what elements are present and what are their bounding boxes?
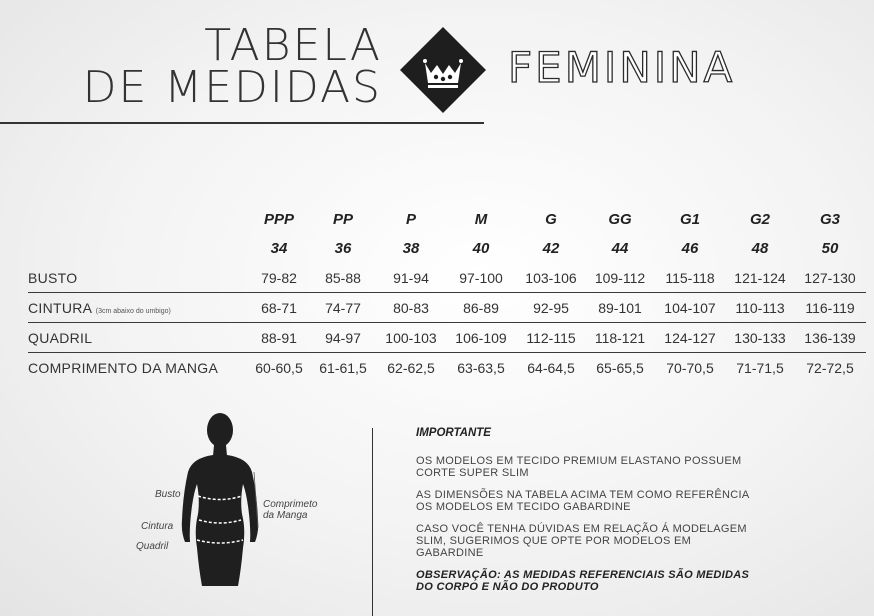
note-item: CASO VOCÊ TENHA DÚVIDAS EM RELAÇÃO Á MODELAGEM SLIM, SUGERIMOS QUE OPTE POR MODELOS EM GABARDINE xyxy=(416,523,747,559)
size-header: G xyxy=(545,211,557,228)
label-manga-line-1: Comprimeto xyxy=(263,499,318,510)
size-header: GG xyxy=(608,211,632,228)
table-cell: 94-97 xyxy=(310,323,376,353)
size-header: G3 xyxy=(819,211,840,228)
label-busto: Busto xyxy=(155,489,181,500)
table-cell: 63-63,5 xyxy=(457,359,505,376)
crown-diamond-icon xyxy=(400,27,486,113)
size-header: PPP xyxy=(263,211,294,228)
row-label: QUADRIL xyxy=(28,323,248,353)
empty-header-cell xyxy=(28,234,248,263)
table-cell: 97-100 xyxy=(446,263,516,293)
body-silhouette-icon xyxy=(180,410,260,586)
size-header: M xyxy=(474,211,488,228)
note-item: AS DIMENSÕES NA TABELA ACIMA TEM COMO REFERÊNCIA OS MODELOS EM TECIDO GABARDINE xyxy=(416,489,749,513)
observation-note: OBSERVAÇÃO: AS MEDIDAS REFERENCIAIS SÃO MEDIDAS DO CORPO E NÃO DO PRODUTO xyxy=(416,569,750,593)
table-cell: 124-127 xyxy=(654,323,726,353)
number-header: 40 xyxy=(472,240,490,257)
row-label: COMPRIMENTO DA MANGA xyxy=(28,359,219,376)
number-header: 36 xyxy=(334,240,352,257)
table-cell: 106-109 xyxy=(446,323,516,353)
table-cell: 130-133 xyxy=(726,323,794,353)
table-cell: 127-130 xyxy=(794,263,866,293)
table-cell: 86-89 xyxy=(446,293,516,323)
table-cell: 65-65,5 xyxy=(596,359,644,376)
table-row-quadril xyxy=(28,323,866,353)
table-row-busto xyxy=(28,263,866,293)
label-quadril: Quadril xyxy=(136,541,169,552)
row-label: BUSTO xyxy=(28,263,248,293)
table-cell: 60-60,5 xyxy=(255,359,303,376)
notes-panel xyxy=(416,427,756,593)
size-header: PP xyxy=(332,211,353,228)
size-header-row xyxy=(28,205,866,234)
size-header: G1 xyxy=(679,211,700,228)
table-cell: 68-71 xyxy=(248,293,310,323)
table-cell: 62-62,5 xyxy=(387,359,435,376)
number-header: 42 xyxy=(542,240,560,257)
table-cell: 79-82 xyxy=(248,263,310,293)
table-cell: 109-112 xyxy=(586,263,654,293)
size-header: G2 xyxy=(749,211,770,228)
table-cell: 70-70,5 xyxy=(666,359,714,376)
table-row-manga xyxy=(28,353,866,383)
label-cintura: Cintura xyxy=(141,521,174,532)
table-cell: 103-106 xyxy=(516,263,586,293)
empty-header-cell xyxy=(28,205,248,234)
subtitle: FEMININA xyxy=(508,43,736,92)
notes-heading: IMPORTANTE xyxy=(416,427,491,439)
number-header: 46 xyxy=(681,240,699,257)
table-cell: 121-124 xyxy=(726,263,794,293)
header-divider xyxy=(0,122,484,124)
title-line-2: DE MEDIDAS xyxy=(82,62,382,113)
table-cell: 74-77 xyxy=(310,293,376,323)
row-label-note: (3cm abaixo do umbigo) xyxy=(95,307,171,315)
table-cell: 116-119 xyxy=(794,293,866,323)
table-cell: 64-64,5 xyxy=(527,359,575,376)
table-cell: 115-118 xyxy=(654,263,726,293)
table-cell: 136-139 xyxy=(794,323,866,353)
table-cell: 61-61,5 xyxy=(319,359,367,376)
note-item: OS MODELOS EM TECIDO PREMIUM ELASTANO POSSUEM CORTE SUPER SLIM xyxy=(416,455,742,479)
table-cell: 110-113 xyxy=(726,293,794,323)
number-header: 48 xyxy=(751,240,769,257)
table-cell: 85-88 xyxy=(310,263,376,293)
table-cell: 104-107 xyxy=(654,293,726,323)
label-manga xyxy=(263,499,317,521)
table-cell: 118-121 xyxy=(586,323,654,353)
table-cell: 112-115 xyxy=(516,323,586,353)
number-header: 38 xyxy=(402,240,420,257)
table-cell: 100-103 xyxy=(376,323,446,353)
number-header: 44 xyxy=(611,240,629,257)
number-header-row xyxy=(28,234,866,263)
number-header: 34 xyxy=(270,240,288,257)
size-table xyxy=(28,205,866,382)
row-label: CINTURA (3cm abaixo do umbigo) xyxy=(28,293,248,323)
label-manga-line-2: da Manga xyxy=(263,510,308,521)
table-cell: 91-94 xyxy=(376,263,446,293)
title-line-1: TABELA xyxy=(204,20,382,71)
table-cell: 71-71,5 xyxy=(736,359,784,376)
size-header: P xyxy=(405,211,416,228)
section-divider xyxy=(372,428,373,616)
table-cell: 80-83 xyxy=(376,293,446,323)
table-cell: 89-101 xyxy=(586,293,654,323)
table-cell: 72-72,5 xyxy=(806,359,854,376)
table-cell: 92-95 xyxy=(516,293,586,323)
number-header: 50 xyxy=(821,240,839,257)
table-cell: 88-91 xyxy=(248,323,310,353)
table-row-cintura xyxy=(28,293,866,323)
